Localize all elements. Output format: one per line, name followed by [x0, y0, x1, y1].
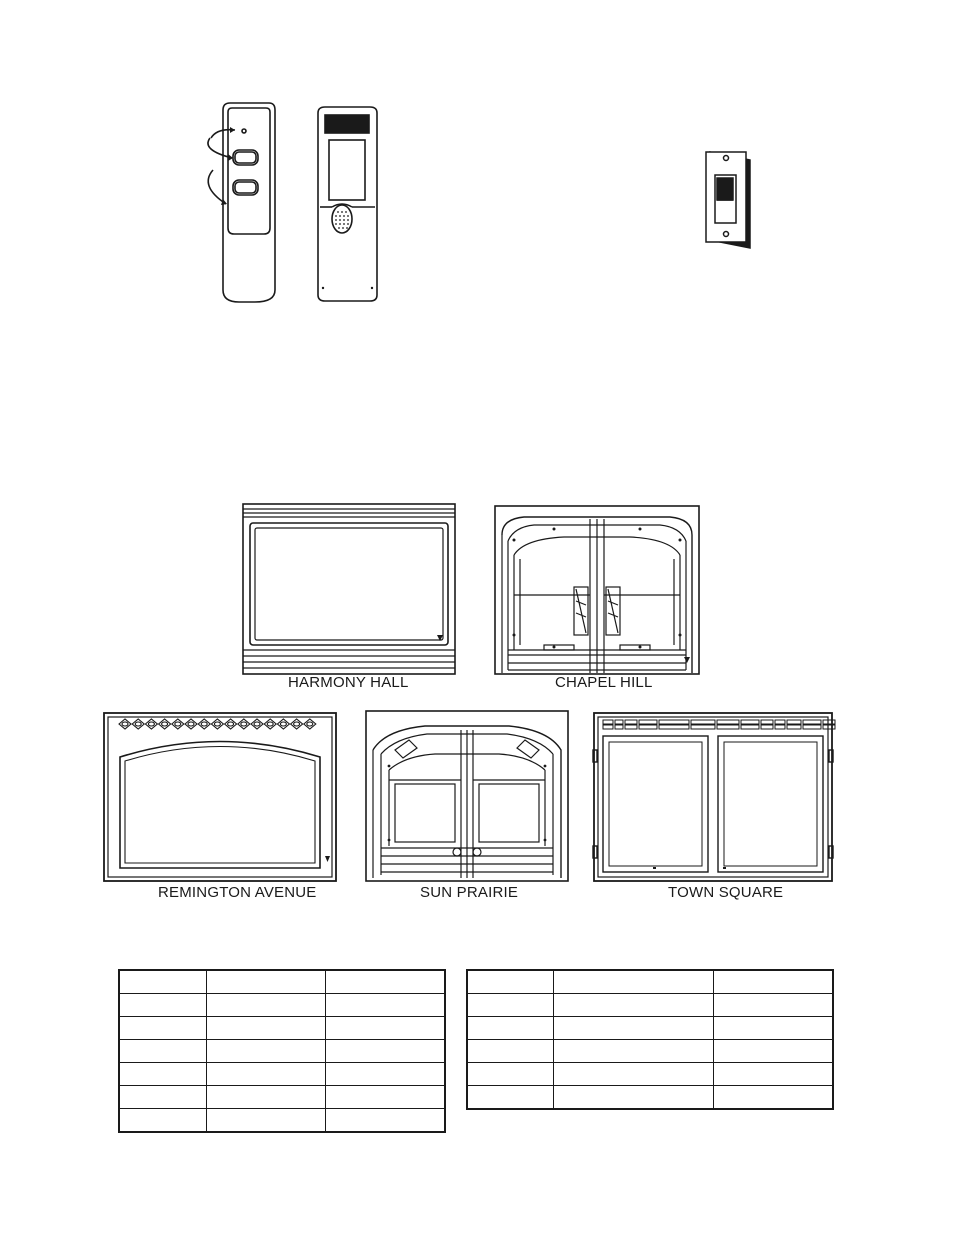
table-cell: [206, 1040, 325, 1063]
table-row: [119, 994, 445, 1017]
remington-avenue-front-icon: [103, 712, 337, 882]
table-row: [467, 1086, 833, 1110]
table-cell: [467, 1063, 554, 1086]
sun-prairie-front-icon: [365, 710, 569, 882]
town-square-front-icon: [593, 712, 833, 882]
table-cell: [554, 1040, 714, 1063]
table-row: [467, 1017, 833, 1040]
table-cell: [119, 1109, 206, 1133]
table-cell: [467, 1017, 554, 1040]
table-cell: [714, 970, 833, 994]
table-cell: [714, 1040, 833, 1063]
table-cell: [326, 970, 445, 994]
table-row: [119, 1109, 445, 1133]
table-cell: [554, 994, 714, 1017]
table-cell: [119, 1086, 206, 1109]
table-row: [119, 1086, 445, 1109]
table-cell: [554, 1086, 714, 1110]
table-row: [119, 970, 445, 994]
remote-control-back-icon: [315, 105, 385, 305]
table-cell: [326, 1040, 445, 1063]
table-cell: [119, 1017, 206, 1040]
table-cell: [467, 970, 554, 994]
table-cell: [714, 1086, 833, 1110]
table-row: [467, 970, 833, 994]
table-cell: [119, 1063, 206, 1086]
table-cell: [206, 970, 325, 994]
table-cell: [206, 1109, 325, 1133]
table-cell: [326, 994, 445, 1017]
table-cell: [714, 1063, 833, 1086]
front-caption: SUN PRAIRIE: [420, 884, 519, 901]
table-cell: [326, 1109, 445, 1133]
table-cell: [119, 994, 206, 1017]
front-caption: REMINGTON AVENUE: [158, 884, 317, 901]
table-cell: [206, 994, 325, 1017]
wall-switch-icon: [700, 150, 755, 250]
table-cell: [326, 1017, 445, 1040]
table-cell: [206, 1017, 325, 1040]
table-cell: [326, 1063, 445, 1086]
front-caption: CHAPEL HILL: [555, 674, 653, 691]
table-cell: [119, 1040, 206, 1063]
table-cell: [714, 1017, 833, 1040]
table-cell: [467, 994, 554, 1017]
table-cell: [554, 1017, 714, 1040]
chapel-hill-front-icon: [494, 505, 700, 675]
spec-table-right: [466, 969, 834, 1110]
table-cell: [467, 1086, 554, 1110]
table-row: [467, 1063, 833, 1086]
table-cell: [467, 1040, 554, 1063]
table-cell: [326, 1086, 445, 1109]
table-cell: [119, 970, 206, 994]
table-cell: [554, 1063, 714, 1086]
front-caption: HARMONY HALL: [288, 674, 409, 691]
table-cell: [206, 1086, 325, 1109]
table-cell: [714, 994, 833, 1017]
table-cell: [206, 1063, 325, 1086]
spec-table-left: [118, 969, 446, 1133]
table-row: [467, 1040, 833, 1063]
remote-control-front-icon: [195, 100, 285, 310]
table-cell: [554, 970, 714, 994]
table-row: [119, 1017, 445, 1040]
table-row: [467, 994, 833, 1017]
table-row: [119, 1063, 445, 1086]
table-row: [119, 1040, 445, 1063]
front-caption: TOWN SQUARE: [668, 884, 784, 901]
harmony-hall-front-icon: [242, 503, 456, 675]
